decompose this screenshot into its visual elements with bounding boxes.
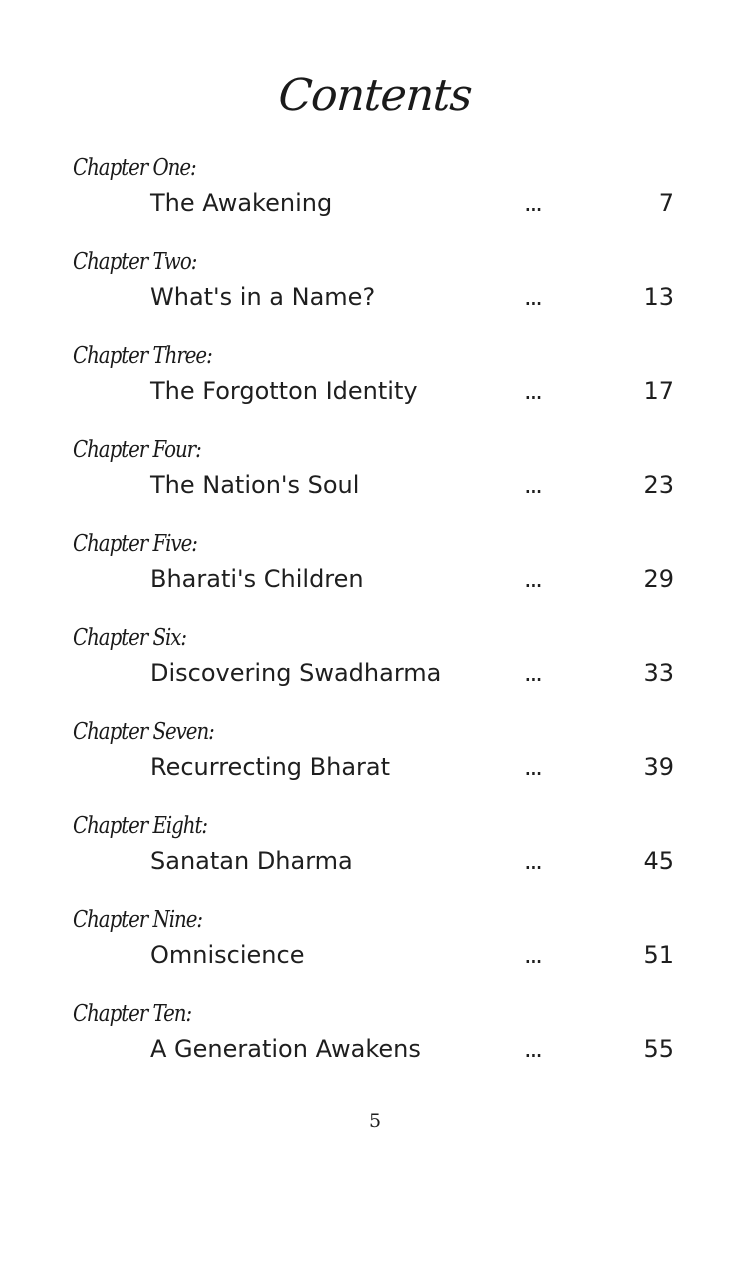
chapter-label: Chapter Ten: <box>73 1001 192 1027</box>
chapter-title: What's in a Name? <box>150 283 376 311</box>
chapter-page-number: 45 <box>643 847 674 875</box>
chapter-title: Sanatan Dharma <box>150 847 353 875</box>
chapter-page-number: 13 <box>643 283 674 311</box>
chapter-page-number: 17 <box>643 377 674 405</box>
dot-leader: ... <box>524 565 541 593</box>
chapter-title: Bharati's Children <box>150 565 364 593</box>
chapter-page-number: 51 <box>643 941 674 969</box>
chapter-label: Chapter Eight: <box>73 813 208 839</box>
dot-leader: ... <box>524 471 541 499</box>
page-number-footer: 5 <box>368 1110 382 1132</box>
chapter-page-number: 23 <box>643 471 674 499</box>
toc-entry-chapter-two[interactable] <box>0 244 750 338</box>
chapter-label: Chapter Four: <box>73 437 201 463</box>
dot-leader: ... <box>524 283 541 311</box>
chapter-title: A Generation Awakens <box>150 1035 421 1063</box>
toc-entry-chapter-four[interactable] <box>0 432 750 526</box>
chapter-title: Omniscience <box>150 941 305 969</box>
toc-entry-chapter-three[interactable] <box>0 338 750 432</box>
toc-entry-chapter-nine[interactable] <box>0 902 750 996</box>
table-of-contents <box>0 150 750 1090</box>
chapter-label: Chapter Seven: <box>73 719 214 745</box>
chapter-label: Chapter Nine: <box>73 907 203 933</box>
dot-leader: ... <box>524 847 541 875</box>
toc-entry-chapter-eight[interactable] <box>0 808 750 902</box>
chapter-page-number: 39 <box>643 753 674 781</box>
chapter-page-number: 55 <box>643 1035 674 1063</box>
page-title: Contents <box>276 70 474 121</box>
dot-leader: ... <box>524 189 541 217</box>
chapter-label: Chapter Three: <box>73 343 212 369</box>
toc-entry-chapter-six[interactable] <box>0 620 750 714</box>
toc-entry-chapter-seven[interactable] <box>0 714 750 808</box>
chapter-label: Chapter Two: <box>73 249 197 275</box>
chapter-label: Chapter One: <box>73 155 196 181</box>
dot-leader: ... <box>524 941 541 969</box>
toc-entry-chapter-one[interactable] <box>0 150 750 244</box>
dot-leader: ... <box>524 377 541 405</box>
chapter-title: The Nation's Soul <box>150 471 360 499</box>
chapter-page-number: 29 <box>643 565 674 593</box>
chapter-label: Chapter Six: <box>73 625 187 651</box>
toc-entry-chapter-ten[interactable] <box>0 996 750 1090</box>
chapter-page-number: 33 <box>643 659 674 687</box>
chapter-title: Recurrecting Bharat <box>150 753 391 781</box>
chapter-title: The Awakening <box>150 189 333 217</box>
toc-entry-chapter-five[interactable] <box>0 526 750 620</box>
dot-leader: ... <box>524 1035 541 1063</box>
dot-leader: ... <box>524 659 541 687</box>
dot-leader: ... <box>524 753 541 781</box>
chapter-title: Discovering Swadharma <box>150 659 442 687</box>
chapter-page-number: 7 <box>658 189 674 217</box>
chapter-label: Chapter Five: <box>73 531 197 557</box>
chapter-title: The Forgotton Identity <box>150 377 418 405</box>
